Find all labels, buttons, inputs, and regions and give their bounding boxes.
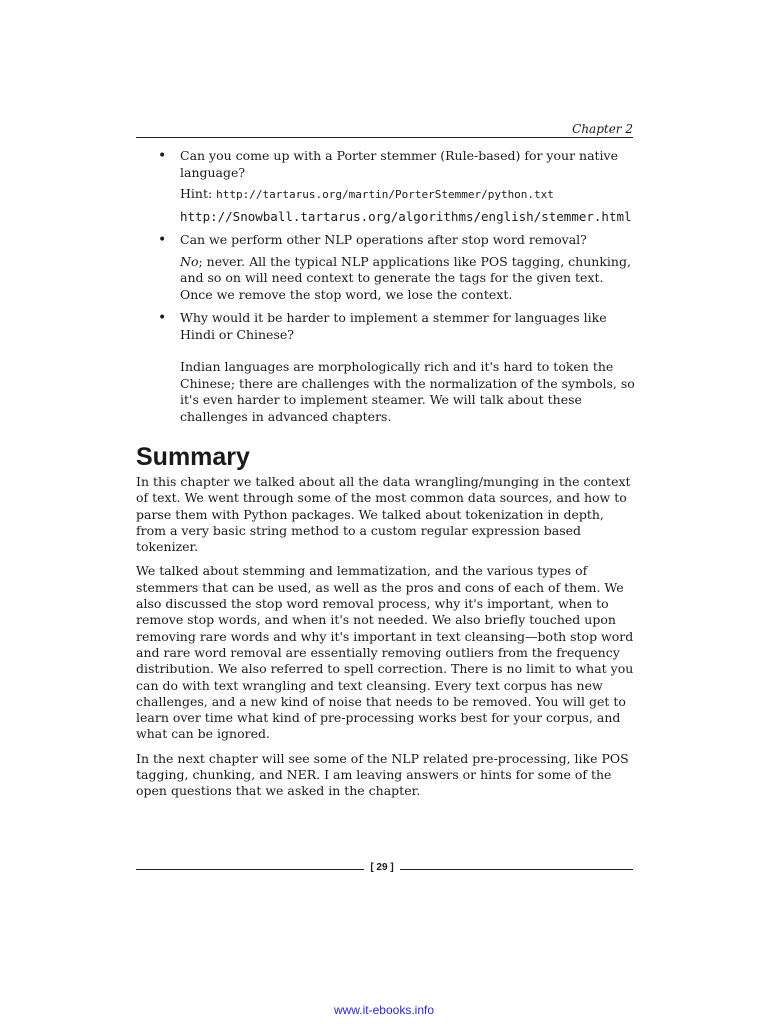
footer-rule-right (400, 869, 633, 870)
header-rule (136, 137, 633, 138)
hint-label: Hint: (180, 186, 213, 201)
answer-rest: ; never. All the typical NLP applications like POS tagging, chunking, and so on will need context to generate the tags for the given text. Once we remove the stop word, we lose the context. (180, 253, 631, 302)
list-item (136, 148, 636, 225)
summary-paragraph: In this chapter we talked about all the data wrangling/munging in the context of text. We went through some of the most common data sources, and how to parse them with Python packages. We talked about tokenization in depth, from a very basic string method to a custom regular expression based tokenizer. (136, 474, 631, 555)
footer-rule-left (136, 869, 364, 870)
question-list (136, 148, 636, 432)
summary-paragraph: In the next chapter will see some of the NLP related pre-processing, like POS tagging, chunking, and NER. I am leaving answers or hints for some of the open questions that we asked in the chapter. (136, 750, 629, 799)
hint-line (180, 186, 636, 204)
chapter-label: Chapter 2 (572, 122, 633, 136)
list-item (136, 232, 636, 303)
page-number: [ 29 ] (370, 862, 394, 873)
answer-text: Indian languages are morphologically rich and it's hard to token the Chinese; there are challenges with the normalization of the symbols, so it's even harder to implement steamer. We will talk about these challenges in advanced chapters. (180, 359, 635, 424)
bullet-icon: • (158, 148, 167, 164)
question-text: Why would it be harder to implement a stemmer for languages like Hindi or Chinese? (180, 310, 607, 342)
site-link[interactable]: www.it-ebooks.info (333, 1003, 435, 1017)
list-item (136, 310, 636, 425)
hint-url-link[interactable]: http://tartarus.org/martin/PorterStemmer/python.txt (216, 188, 554, 201)
answer-text (180, 254, 636, 304)
question-text: Can you come up with a Porter stemmer (Rule-based) for your native language? (180, 148, 619, 180)
bullet-icon: • (158, 310, 167, 326)
bullet-icon: • (158, 232, 167, 248)
hint-url-link[interactable]: http://Snowball.tartarus.org/algorithms/english/stemmer.html (180, 208, 632, 224)
section-title: Summary (136, 443, 250, 471)
answer-lead: No (180, 253, 199, 269)
summary-body (136, 474, 634, 808)
summary-paragraph: We talked about stemming and lemmatization, and the various types of stemmers that can be used, as well as the pros and cons of each of them. We also discussed the stop word removal process, why it's important, when to remove stop words, and when it's not needed. We also briefly touched upon removing rare words and why it's important in text cleansing—both stop word and rare word removal are essentially removing outliers from the frequency distribution. We also referred to spell correction. There is no limit to what you can do with text wrangling and text cleansing. Every text corpus has new challenges, and a new kind of noise that needs to be removed. You will get to learn over time what kind of pre-processing works best for your corpus, and what can be ignored. (136, 563, 634, 742)
question-text: Can we perform other NLP operations after stop word removal? (180, 232, 587, 247)
